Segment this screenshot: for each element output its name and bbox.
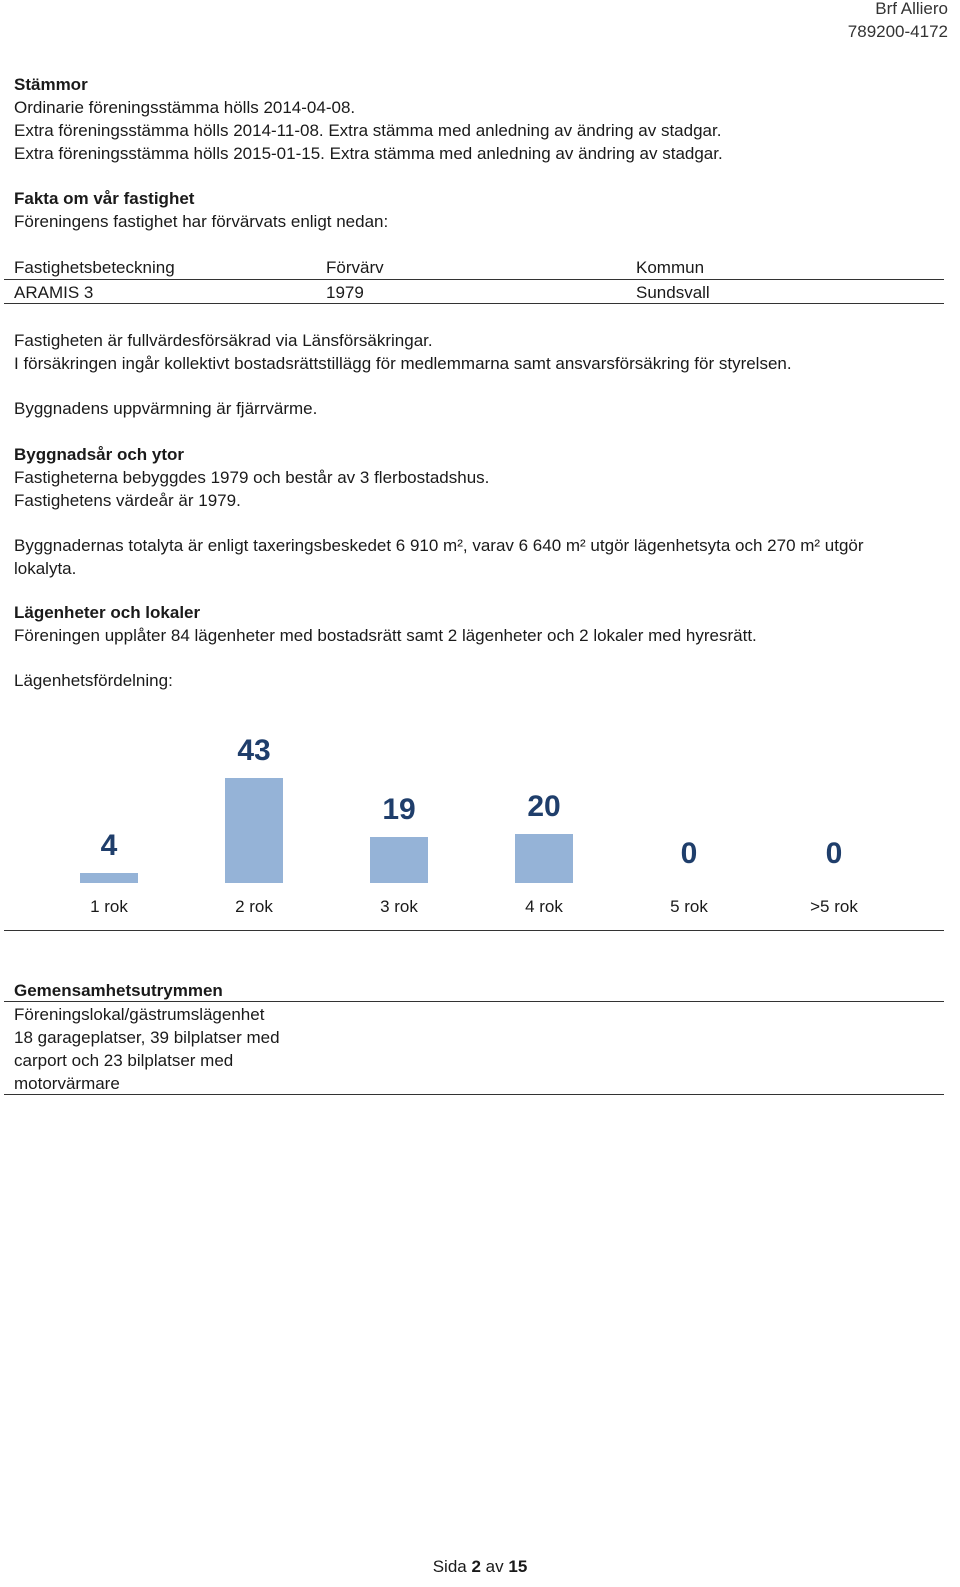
stammor-line-3: Extra föreningsstämma hölls 2015-01-15. Extra stämma med anledning av ändring av stadgar.: [14, 144, 723, 163]
page-footer: [0, 1555, 960, 1578]
gemensamhet-line-4: motorvärmare: [14, 1074, 120, 1093]
chart-category-label-1: 1 rok: [90, 897, 128, 916]
chart-category-label-2: 2 rok: [235, 897, 273, 916]
chart-bottom-line: [4, 930, 944, 931]
chart-bar-2: [225, 778, 283, 883]
table-cell-beteckning: ARAMIS 3: [14, 283, 94, 302]
table-header-kommun: Kommun: [636, 258, 705, 277]
footer-middle: av: [485, 1557, 504, 1576]
table-header-forvarv: Förvärv: [326, 258, 384, 277]
distribution-label: Lägenhetsfördelning:: [14, 671, 173, 690]
gemensamhet-line-3: carport och 23 bilplatser med: [14, 1051, 234, 1070]
chart-value-label-5: 0: [680, 837, 698, 870]
chart-value-label-4: 20: [527, 790, 561, 824]
chart-bar-4: [515, 834, 573, 883]
byggnadsar-line-1: Fastigheterna bebyggdes 1979 och består av 3 flerbostadshus.: [14, 468, 490, 487]
gemensamhet-divider: [4, 1001, 944, 1002]
chart-bar-1: [80, 873, 138, 883]
table-header-beteckning: Fastighetsbeteckning: [14, 258, 175, 277]
lagenheter-heading: Lägenheter och lokaler: [14, 603, 201, 622]
chart-value-label-1: 4: [100, 829, 118, 863]
gemensamhet-heading: Gemensamhetsutrymmen: [14, 981, 223, 1000]
chart-value-label-6: 0: [825, 837, 843, 870]
area-line-1: Byggnadernas totalyta är enligt taxeringsbeskedet 6 910 m², varav 6 640 m² utgör lägenhetsyta och 270 m² utgör: [14, 536, 864, 555]
chart-category-label-3: 3 rok: [380, 897, 418, 916]
gemensamhet-bottom-line: [4, 1094, 944, 1095]
chart-value-label-2: 43: [237, 734, 271, 767]
gemensamhet-line-1: Föreningslokal/gästrumslägenhet: [14, 1005, 265, 1024]
fakta-heading: Fakta om vår fastighet: [14, 189, 195, 208]
stammor-line-1: Ordinarie föreningsstämma hölls 2014-04-08.: [14, 98, 356, 117]
byggnadsar-heading: Byggnadsår och ytor: [14, 445, 185, 464]
table-divider: [4, 279, 944, 280]
lagenheter-line: Föreningen upplåter 84 lägenheter med bostadsrätt samt 2 lägenheter och 2 lokaler med hyresrätt.: [14, 626, 757, 645]
chart-bar-3: [370, 837, 428, 883]
org-name: Brf Alliero: [875, 0, 948, 18]
area-line-2: lokalyta.: [14, 559, 77, 578]
org-number: 789200-4172: [847, 22, 948, 41]
footer-prefix: Sida: [432, 1557, 467, 1576]
footer-page: 2: [471, 1557, 481, 1576]
chart-value-label-3: 19: [382, 792, 416, 826]
table-cell-kommun: Sundsvall: [636, 283, 710, 302]
insurance-line-1: Fastigheten är fullvärdesförsäkrad via Länsförsäkringar.: [14, 331, 433, 350]
fakta-intro: Föreningens fastighet har förvärvats enligt nedan:: [14, 212, 389, 231]
stammor-heading: Stämmor: [14, 75, 88, 94]
table-cell-forvarv: 1979: [326, 283, 364, 302]
footer-total: 15: [508, 1557, 528, 1576]
chart-category-label-6: >5 rok: [810, 897, 858, 916]
byggnadsar-line-2: Fastighetens värdeår är 1979.: [14, 491, 241, 510]
stammor-line-2: Extra föreningsstämma hölls 2014-11-08. Extra stämma med anledning av ändring av stadgar.: [14, 121, 722, 140]
document-header: [848, 0, 948, 43]
insurance-line-2: I försäkringen ingår kollektivt bostadsrättstillägg för medlemmarna samt ansvarsförsäkring för styrelsen.: [14, 354, 792, 373]
gemensamhet-line-2: 18 garageplatser, 39 bilplatser med: [14, 1028, 280, 1047]
chart-category-label-5: 5 rok: [670, 897, 708, 916]
chart-category-label-4: 4 rok: [525, 897, 563, 916]
heating-line: Byggnadens uppvärmning är fjärrvärme.: [14, 399, 318, 418]
table-bottom-line: [4, 303, 944, 304]
